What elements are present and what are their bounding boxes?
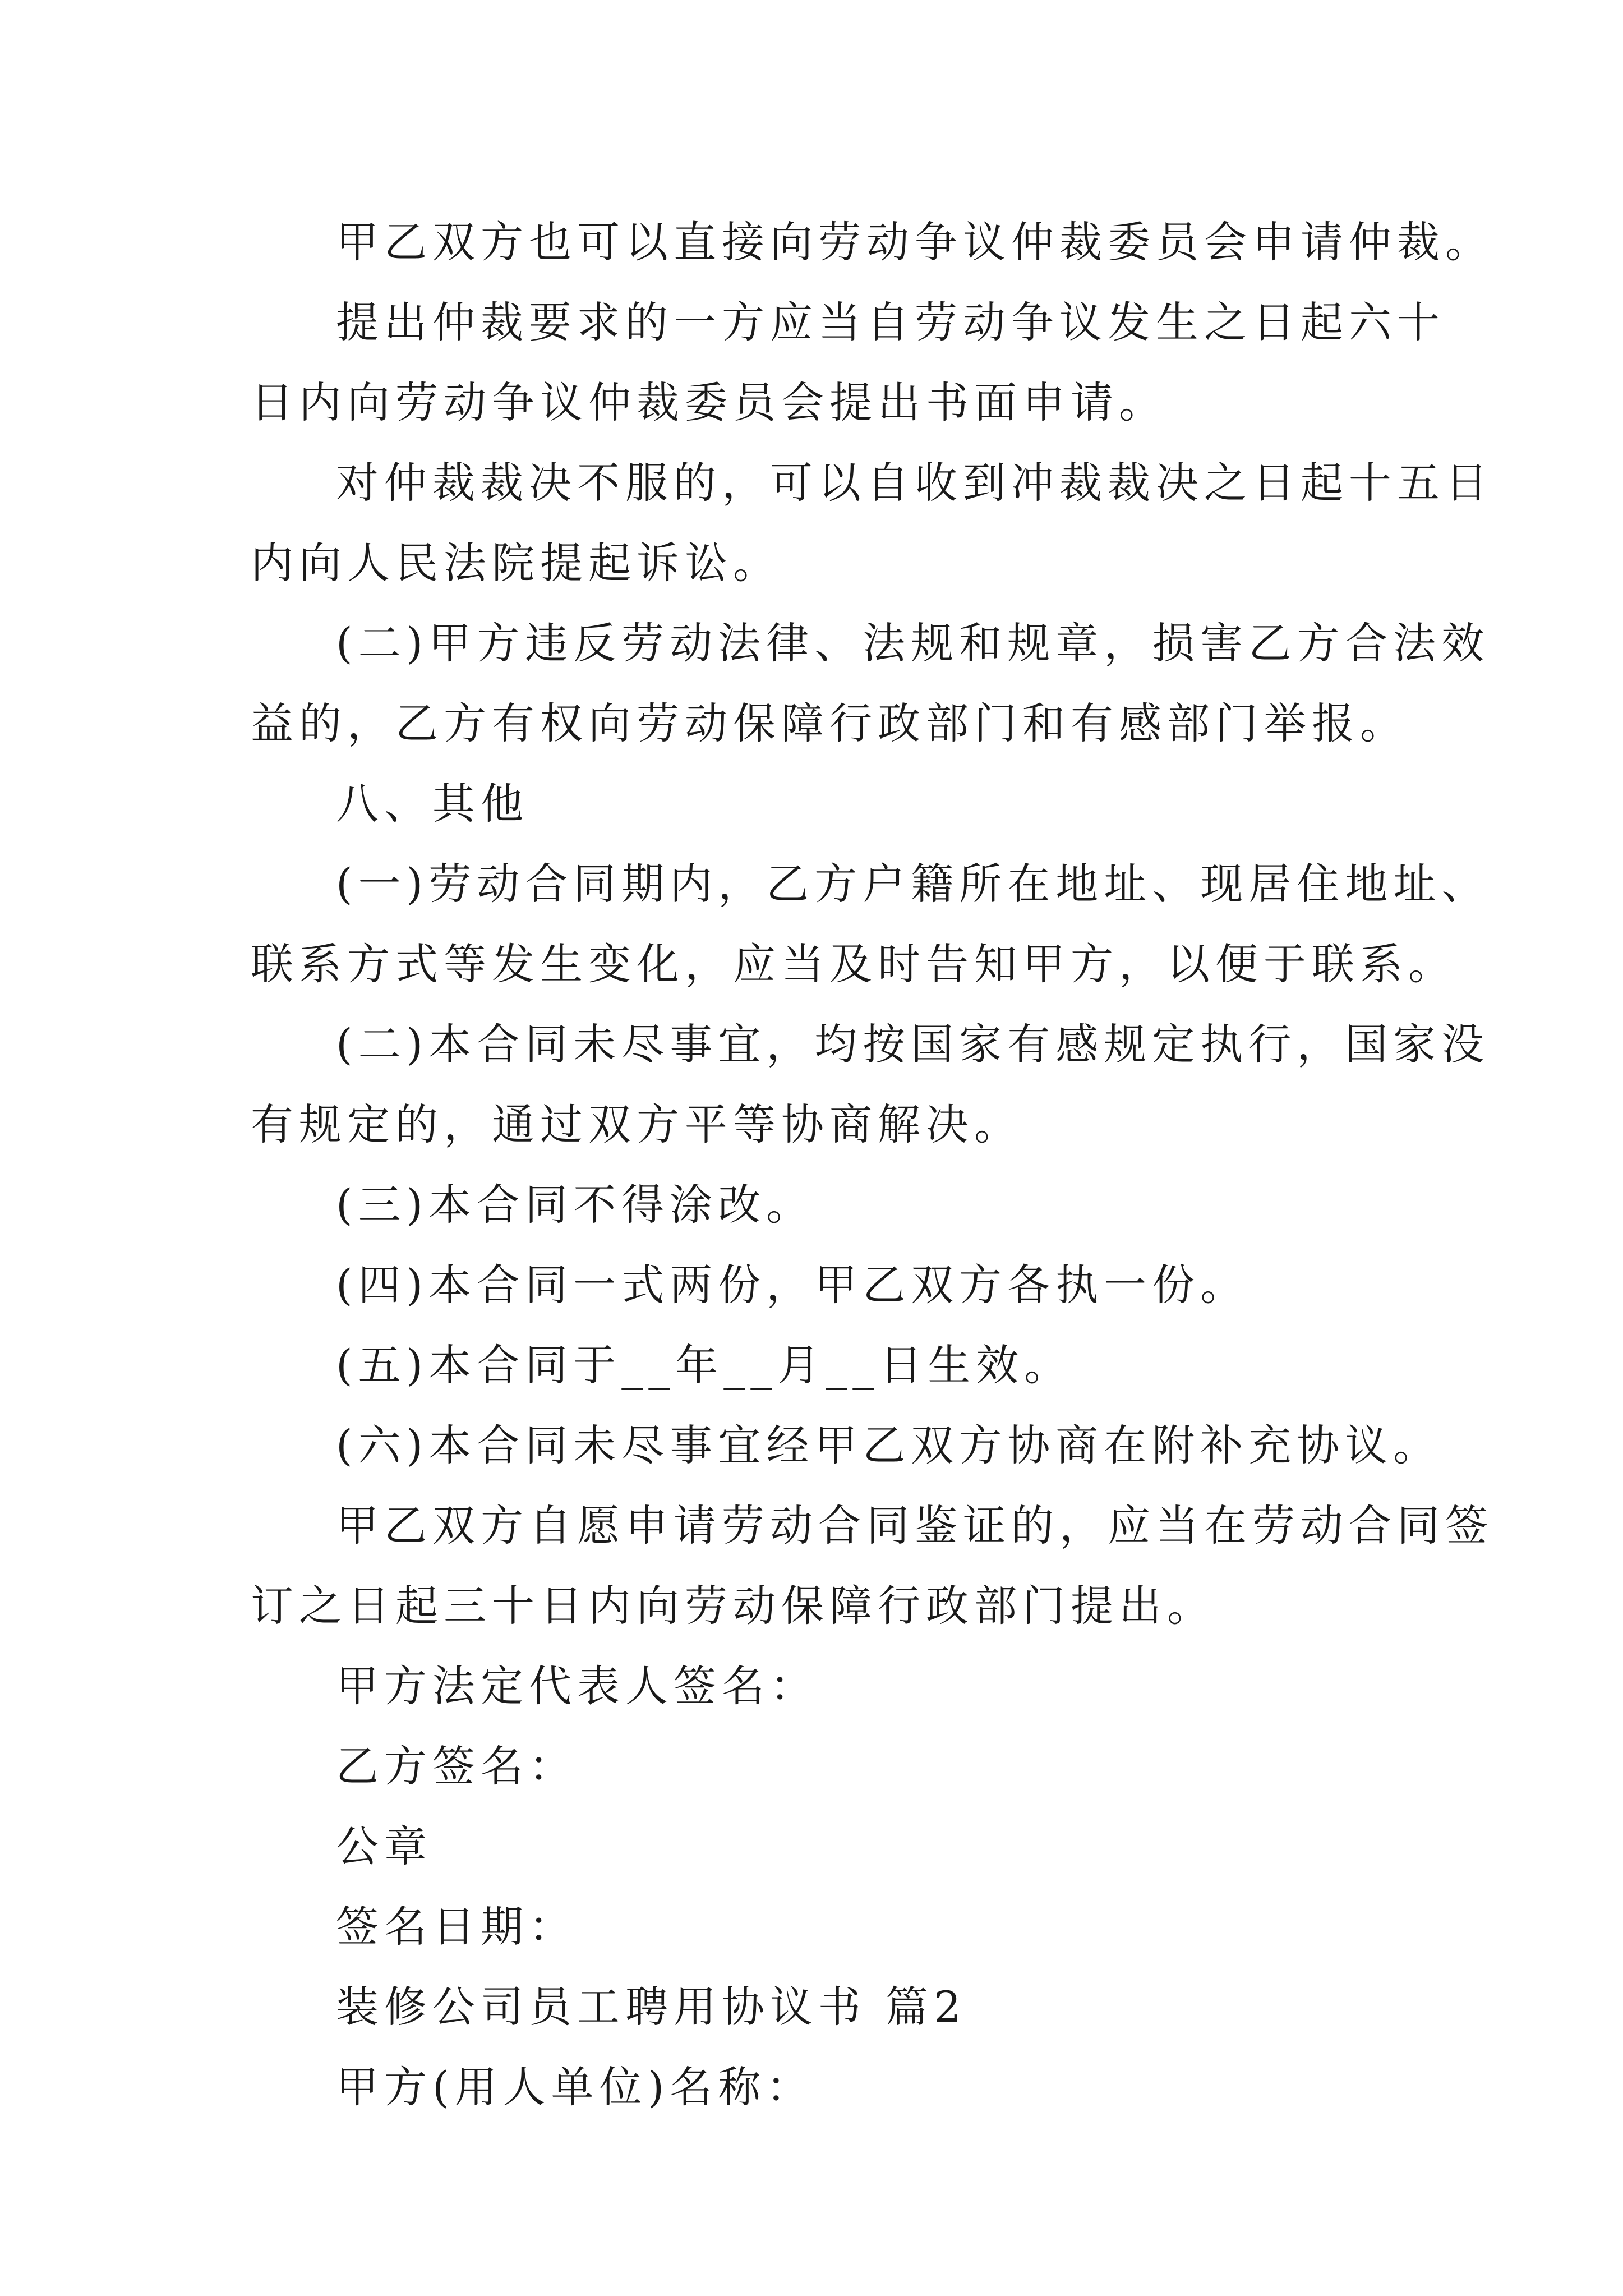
- paragraph-arbitration-deadline: [251, 282, 1445, 443]
- text-line: (二)甲方违反劳动法律、法规和规章，损害乙方合法效: [336, 618, 1490, 668]
- text-line: (三)本合同不得涂改。: [336, 1180, 815, 1230]
- text-line: 益的，乙方有权向劳动保障行政部门和有感部门举报。: [251, 698, 1408, 748]
- text-line: 对仲裁裁决不服的，可以自收到冲裁裁决之日起十五日: [336, 458, 1493, 508]
- paragraph-clause-3: [251, 1165, 1406, 1245]
- text-line: 甲乙双方也可以直接向劳动争议仲裁委员会申请仲裁。: [336, 217, 1493, 267]
- paragraph-authentication: [251, 1485, 1493, 1646]
- text-line: 提出仲裁要求的一方应当自劳动争议发生之日起六十: [336, 297, 1445, 347]
- signature-date-label: [251, 1887, 1406, 1967]
- text-line: 装修公司员工聘用协议书 篇2: [336, 1982, 967, 2032]
- text-line: 订之日起三十日内向劳动保障行政部门提出。: [251, 1581, 1215, 1631]
- text-line: 日内向劳动争议仲裁委员会提出书面申请。: [251, 378, 1167, 427]
- text-line: (一)劳动合同期内，乙方户籍所在地址、现居住地址、: [336, 859, 1490, 909]
- paragraph-clause-1-contact: [251, 844, 1490, 1004]
- text-line: 公章: [336, 1821, 432, 1871]
- text-line: 内向人民法院提起诉讼。: [251, 538, 781, 588]
- text-line: 八、其他: [336, 779, 529, 829]
- signature-party-a-representative: [251, 1646, 1406, 1726]
- document-body: [251, 202, 1493, 2127]
- paragraph-lawsuit: [251, 443, 1493, 603]
- text-line: (六)本合同未尽事宜经甲乙双方协商在附补充协议。: [336, 1420, 1442, 1470]
- paragraph-clause-5-effective-date: [251, 1325, 1406, 1405]
- paragraph-arbitration-direct: [251, 202, 1493, 282]
- text-line: 联系方式等发生变化，应当及时告知甲方，以便于联系。: [251, 939, 1456, 989]
- text-line: 乙方签名：: [336, 1741, 577, 1791]
- text-line: 有规定的，通过双方平等协商解决。: [251, 1099, 1022, 1149]
- text-line: 甲方(用人单位)名称：: [336, 2062, 815, 2112]
- text-line: 甲方法定代表人签名：: [336, 1661, 818, 1711]
- official-seal-label: [251, 1806, 1406, 1887]
- paragraph-clause-2-matters: [251, 1004, 1490, 1165]
- paragraph-clause-6: [251, 1405, 1442, 1485]
- section-heading-other: [251, 763, 1406, 844]
- party-a-name-label: [251, 2047, 1406, 2127]
- next-agreement-title: [251, 1967, 1406, 2047]
- text-line: (四)本合同一式两份，甲乙双方各执一份。: [336, 1260, 1249, 1310]
- text-line: (二)本合同未尽事宜，均按国家有感规定执行，国家没: [336, 1019, 1490, 1069]
- paragraph-clause-4: [251, 1245, 1406, 1325]
- text-line: (五)本合同于__年__月__日生效。: [336, 1340, 1073, 1390]
- text-line: 甲乙双方自愿申请劳动合同鉴证的，应当在劳动合同签: [336, 1501, 1493, 1550]
- paragraph-clause-2-report: [251, 603, 1490, 763]
- signature-party-b: [251, 1726, 1406, 1806]
- text-line: 签名日期：: [336, 1902, 577, 1952]
